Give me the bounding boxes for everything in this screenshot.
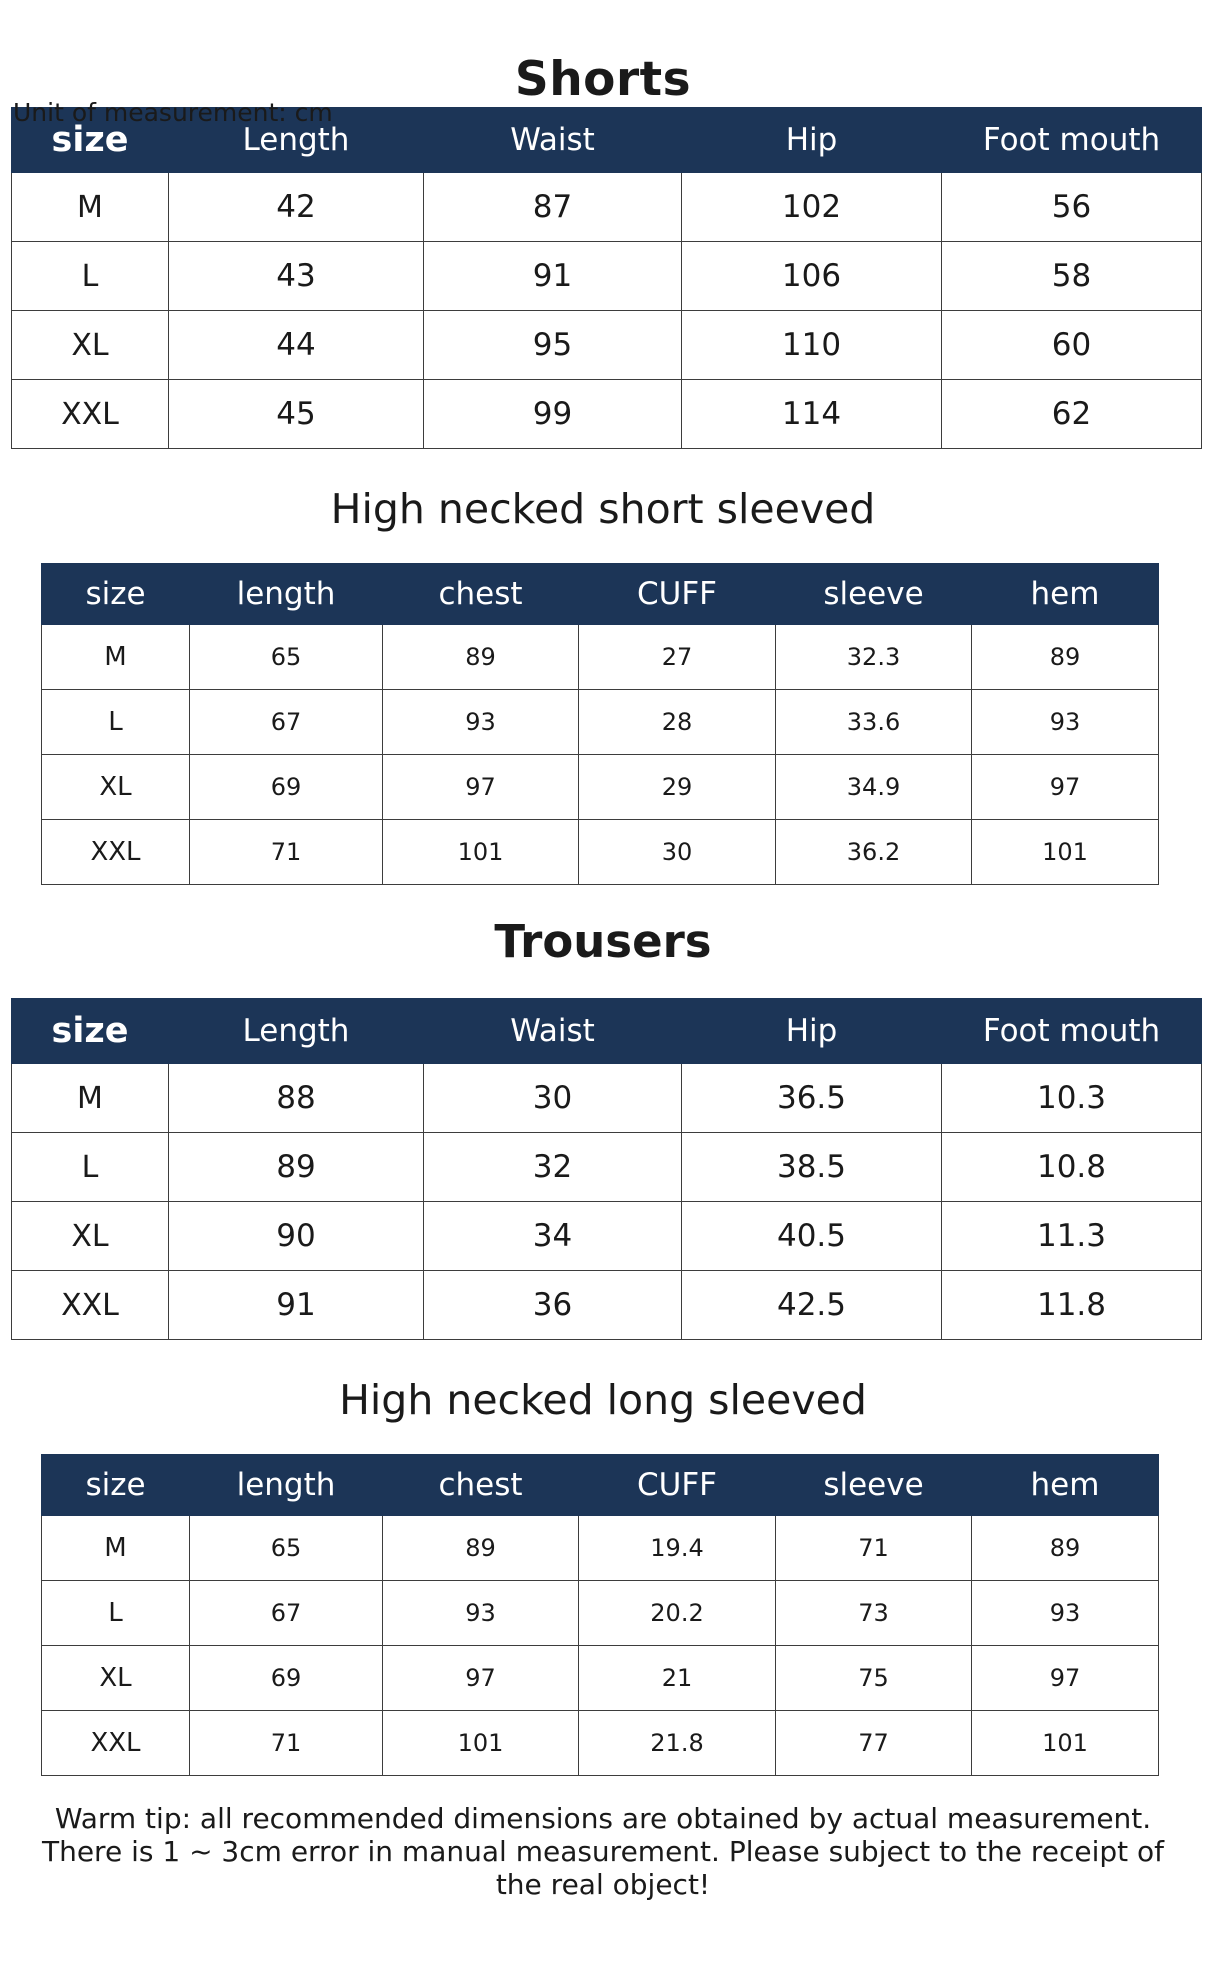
column-header-foot-mouth: Foot mouth bbox=[942, 999, 1202, 1064]
cell-foot-mouth: 60 bbox=[942, 311, 1202, 380]
cell-length: 69 bbox=[190, 1646, 383, 1711]
cell-length: 69 bbox=[190, 755, 383, 820]
cell-size: XL bbox=[42, 1646, 190, 1711]
column-header-cuff: CUFF bbox=[579, 564, 776, 625]
table-row bbox=[12, 1202, 1202, 1271]
cell-length: 67 bbox=[190, 690, 383, 755]
column-header-sleeve: sleeve bbox=[776, 1455, 972, 1516]
cell-length: 71 bbox=[190, 820, 383, 885]
column-header-size: size bbox=[12, 108, 169, 173]
column-header-size: size bbox=[42, 564, 190, 625]
cell-sleeve: 73 bbox=[776, 1581, 972, 1646]
size-table-shorts bbox=[11, 107, 1202, 449]
column-header-cuff: CUFF bbox=[579, 1455, 776, 1516]
section-title-shorts: Shorts bbox=[514, 52, 692, 107]
table-row bbox=[12, 311, 1202, 380]
table-row bbox=[42, 820, 1159, 885]
cell-waist: 36 bbox=[424, 1271, 682, 1340]
column-header-hem: hem bbox=[972, 564, 1159, 625]
cell-hem: 101 bbox=[972, 820, 1159, 885]
cell-cuff: 19.4 bbox=[579, 1516, 776, 1581]
table-body-trousers bbox=[12, 1064, 1202, 1340]
cell-waist: 34 bbox=[424, 1202, 682, 1271]
cell-length: 88 bbox=[169, 1064, 424, 1133]
table-header-row bbox=[42, 1455, 1159, 1516]
cell-length: 65 bbox=[190, 625, 383, 690]
table-row bbox=[42, 1516, 1159, 1581]
cell-hip: 110 bbox=[682, 311, 942, 380]
table-row bbox=[42, 1646, 1159, 1711]
cell-length: 91 bbox=[169, 1271, 424, 1340]
cell-hem: 89 bbox=[972, 625, 1159, 690]
column-header-length: Length bbox=[169, 999, 424, 1064]
cell-waist: 99 bbox=[424, 380, 682, 449]
cell-sleeve: 71 bbox=[776, 1516, 972, 1581]
cell-foot-mouth: 62 bbox=[942, 380, 1202, 449]
warm-tip-note: Warm tip: all recommended dimensions are obtained by actual measurement. There is 1 ~ 3cm error in manual measurement. Please subject to the receipt of the real object! bbox=[41, 1802, 1165, 1902]
cell-chest: 93 bbox=[383, 1581, 579, 1646]
cell-length: 65 bbox=[190, 1516, 383, 1581]
spacer bbox=[0, 1340, 1206, 1376]
cell-hem: 97 bbox=[972, 1646, 1159, 1711]
cell-hem: 97 bbox=[972, 755, 1159, 820]
size-table-high-necked-long-sleeved bbox=[41, 1454, 1159, 1776]
table-row bbox=[42, 625, 1159, 690]
column-header-hip: Hip bbox=[682, 108, 942, 173]
table-row bbox=[42, 755, 1159, 820]
cell-hip: 114 bbox=[682, 380, 942, 449]
cell-length: 44 bbox=[169, 311, 424, 380]
column-header-hem: hem bbox=[972, 1455, 1159, 1516]
cell-sleeve: 32.3 bbox=[776, 625, 972, 690]
size-chart-page bbox=[0, 30, 1206, 1901]
section-title-high-necked-short-sleeved: High necked short sleeved bbox=[330, 485, 876, 533]
cell-sleeve: 75 bbox=[776, 1646, 972, 1711]
cell-chest: 97 bbox=[383, 1646, 579, 1711]
cell-hem: 93 bbox=[972, 1581, 1159, 1646]
cell-cuff: 20.2 bbox=[579, 1581, 776, 1646]
cell-size: XXL bbox=[12, 1271, 169, 1340]
table-header-trousers bbox=[12, 999, 1202, 1064]
table-row bbox=[12, 242, 1202, 311]
cell-size: XXL bbox=[12, 380, 169, 449]
table-header-high-necked-short-sleeved bbox=[42, 564, 1159, 625]
cell-chest: 89 bbox=[383, 1516, 579, 1581]
table-row bbox=[12, 380, 1202, 449]
column-header-hip: Hip bbox=[682, 999, 942, 1064]
cell-chest: 101 bbox=[383, 1711, 579, 1776]
spacer bbox=[0, 1424, 1206, 1454]
cell-chest: 97 bbox=[383, 755, 579, 820]
cell-size: XXL bbox=[42, 1711, 190, 1776]
table-row bbox=[42, 1711, 1159, 1776]
cell-cuff: 21.8 bbox=[579, 1711, 776, 1776]
cell-waist: 87 bbox=[424, 173, 682, 242]
column-header-chest: chest bbox=[383, 1455, 579, 1516]
cell-size: M bbox=[12, 173, 169, 242]
cell-hem: 89 bbox=[972, 1516, 1159, 1581]
cell-length: 43 bbox=[169, 242, 424, 311]
cell-hip: 40.5 bbox=[682, 1202, 942, 1271]
spacer bbox=[0, 885, 1206, 915]
column-header-length: length bbox=[190, 1455, 383, 1516]
column-header-waist: Waist bbox=[424, 999, 682, 1064]
cell-chest: 101 bbox=[383, 820, 579, 885]
column-header-length: length bbox=[190, 564, 383, 625]
section-title-trousers: Trousers bbox=[494, 915, 712, 968]
cell-waist: 32 bbox=[424, 1133, 682, 1202]
size-table-trousers bbox=[11, 998, 1202, 1340]
cell-sleeve: 77 bbox=[776, 1711, 972, 1776]
table-header-high-necked-long-sleeved bbox=[42, 1455, 1159, 1516]
table-body-shorts bbox=[12, 173, 1202, 449]
cell-hem: 101 bbox=[972, 1711, 1159, 1776]
cell-size: XL bbox=[12, 311, 169, 380]
cell-waist: 95 bbox=[424, 311, 682, 380]
table-row bbox=[12, 1133, 1202, 1202]
table-header-row bbox=[12, 999, 1202, 1064]
cell-sleeve: 33.6 bbox=[776, 690, 972, 755]
column-header-length: Length bbox=[169, 108, 424, 173]
cell-hip: 36.5 bbox=[682, 1064, 942, 1133]
cell-length: 45 bbox=[169, 380, 424, 449]
cell-hip: 102 bbox=[682, 173, 942, 242]
table-row bbox=[12, 173, 1202, 242]
column-header-size: size bbox=[12, 999, 169, 1064]
cell-size: L bbox=[42, 1581, 190, 1646]
section-title-high-necked-long-sleeved: High necked long sleeved bbox=[339, 1376, 867, 1424]
cell-length: 89 bbox=[169, 1133, 424, 1202]
cell-size: L bbox=[42, 690, 190, 755]
cell-length: 71 bbox=[190, 1711, 383, 1776]
table-body-high-necked-short-sleeved bbox=[42, 625, 1159, 885]
cell-size: M bbox=[12, 1064, 169, 1133]
size-table-high-necked-short-sleeved bbox=[41, 563, 1159, 885]
cell-foot-mouth: 10.8 bbox=[942, 1133, 1202, 1202]
cell-size: M bbox=[42, 625, 190, 690]
cell-hip: 38.5 bbox=[682, 1133, 942, 1202]
cell-sleeve: 36.2 bbox=[776, 820, 972, 885]
cell-sleeve: 34.9 bbox=[776, 755, 972, 820]
table-row bbox=[12, 1064, 1202, 1133]
cell-cuff: 27 bbox=[579, 625, 776, 690]
cell-waist: 30 bbox=[424, 1064, 682, 1133]
cell-size: L bbox=[12, 1133, 169, 1202]
cell-foot-mouth: 11.3 bbox=[942, 1202, 1202, 1271]
cell-chest: 89 bbox=[383, 625, 579, 690]
cell-waist: 91 bbox=[424, 242, 682, 311]
spacer bbox=[0, 533, 1206, 563]
cell-hip: 106 bbox=[682, 242, 942, 311]
cell-foot-mouth: 11.8 bbox=[942, 1271, 1202, 1340]
cell-foot-mouth: 10.3 bbox=[942, 1064, 1202, 1133]
column-header-size: size bbox=[42, 1455, 190, 1516]
table-header-row bbox=[42, 564, 1159, 625]
cell-length: 90 bbox=[169, 1202, 424, 1271]
cell-size: M bbox=[42, 1516, 190, 1581]
cell-hem: 93 bbox=[972, 690, 1159, 755]
cell-hip: 42.5 bbox=[682, 1271, 942, 1340]
table-row bbox=[42, 1581, 1159, 1646]
cell-size: XXL bbox=[42, 820, 190, 885]
table-row bbox=[42, 690, 1159, 755]
cell-size: XL bbox=[42, 755, 190, 820]
column-header-sleeve: sleeve bbox=[776, 564, 972, 625]
cell-cuff: 21 bbox=[579, 1646, 776, 1711]
cell-length: 67 bbox=[190, 1581, 383, 1646]
cell-foot-mouth: 58 bbox=[942, 242, 1202, 311]
cell-foot-mouth: 56 bbox=[942, 173, 1202, 242]
column-header-waist: Waist bbox=[424, 108, 682, 173]
cell-size: L bbox=[12, 242, 169, 311]
cell-size: XL bbox=[12, 1202, 169, 1271]
cell-cuff: 28 bbox=[579, 690, 776, 755]
cell-cuff: 29 bbox=[579, 755, 776, 820]
unit-of-measurement-note: Unit of measurement: cm bbox=[13, 98, 333, 127]
spacer bbox=[0, 449, 1206, 485]
cell-chest: 93 bbox=[383, 690, 579, 755]
spacer bbox=[0, 968, 1206, 998]
cell-cuff: 30 bbox=[579, 820, 776, 885]
column-header-foot-mouth: Foot mouth bbox=[942, 108, 1202, 173]
table-body-high-necked-long-sleeved bbox=[42, 1516, 1159, 1776]
column-header-chest: chest bbox=[383, 564, 579, 625]
table-row bbox=[12, 1271, 1202, 1340]
cell-length: 42 bbox=[169, 173, 424, 242]
